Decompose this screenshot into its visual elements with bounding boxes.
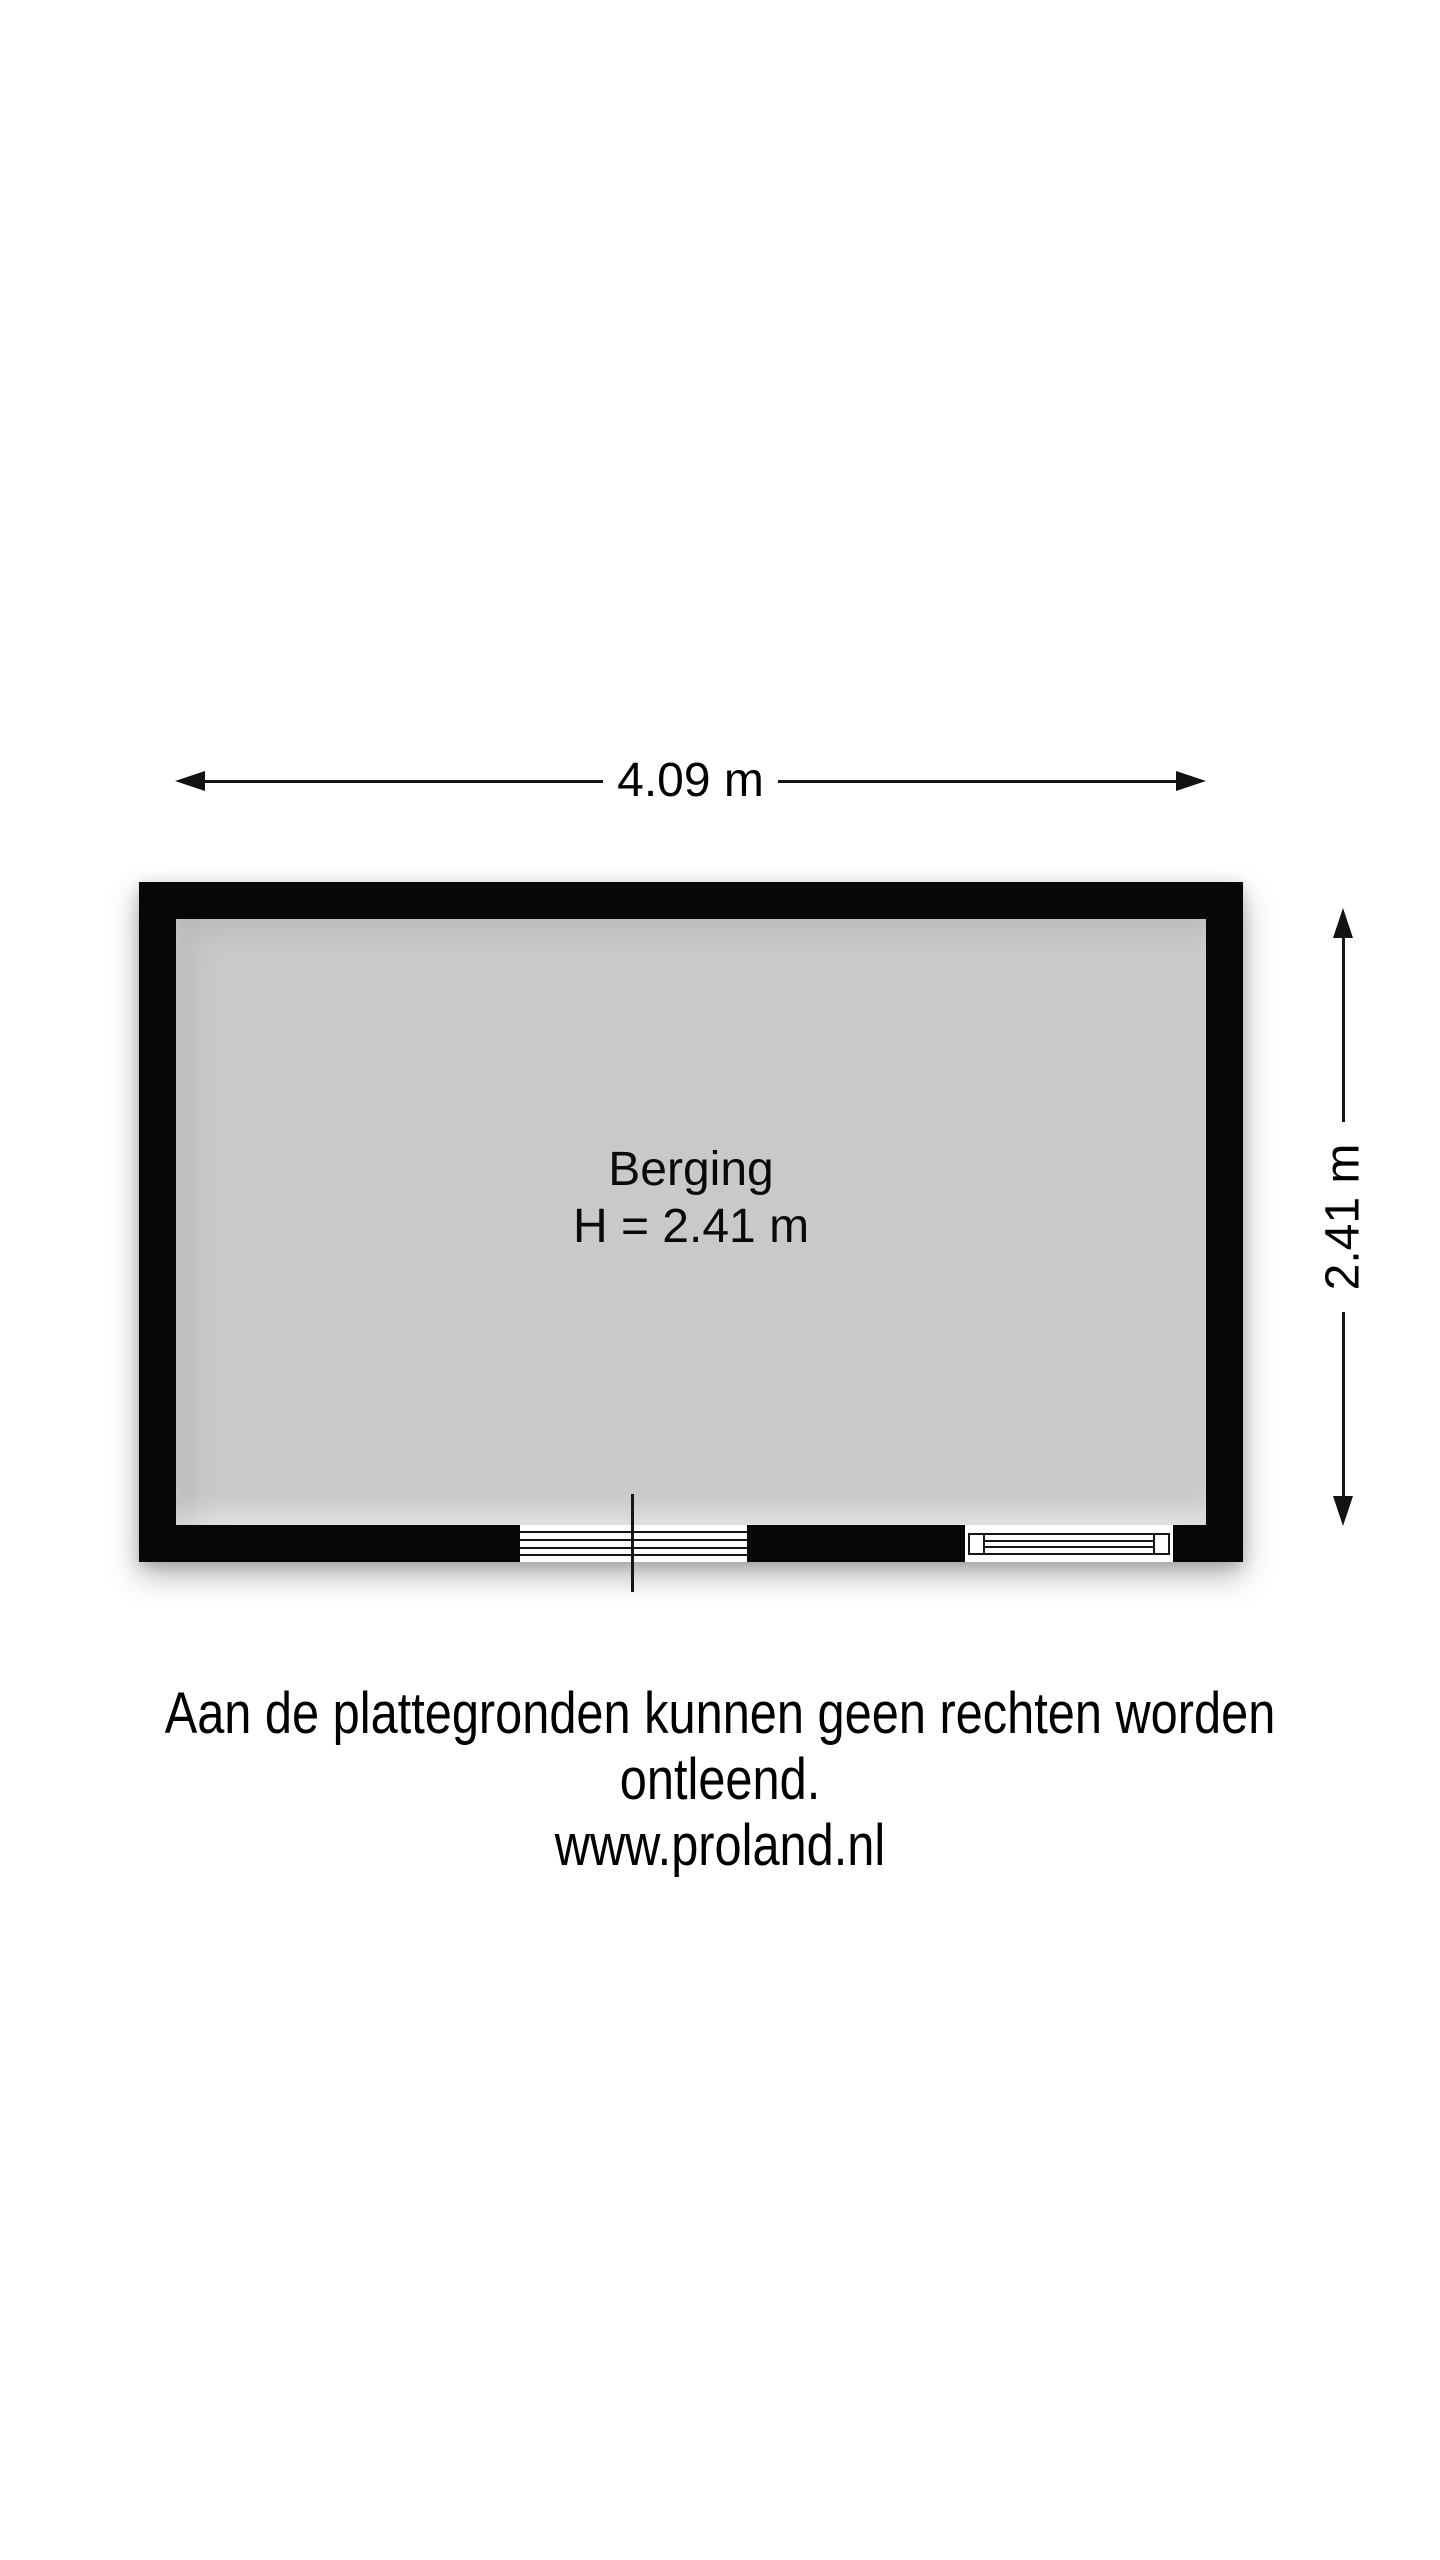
dimension-line: [1342, 1312, 1345, 1496]
website-text: www.proland.nl: [554, 1813, 886, 1878]
footer: [115, 1681, 1325, 1879]
disclaimer-text: Aan de plattegronden kunnen geen rechten worden ontleend.: [164, 1681, 1276, 1812]
window-glass-line: [985, 1540, 1153, 1542]
dimension-line: [778, 780, 1176, 783]
height-dimension: [1316, 908, 1370, 1526]
width-dimension: [175, 754, 1206, 807]
dimension-line: [1342, 938, 1345, 1122]
window-frame: [968, 1533, 1170, 1555]
window-center-mullion-line: [631, 1494, 634, 1592]
arrow-down-icon: [1333, 1496, 1353, 1526]
arrow-up-icon: [1333, 908, 1353, 938]
window-glass-line: [985, 1546, 1153, 1548]
floorplan-outline: [139, 882, 1243, 1562]
room-label: [176, 1141, 1206, 1255]
height-dimension-label: 2.41 m: [1316, 1143, 1370, 1291]
window-frame-post: [983, 1535, 985, 1553]
arrow-left-icon: [175, 771, 205, 791]
arrow-right-icon: [1176, 771, 1206, 791]
window-right: [965, 1525, 1173, 1562]
window-frame-post: [1153, 1535, 1155, 1553]
dimension-line: [205, 780, 603, 783]
width-dimension-label: 4.09 m: [617, 754, 764, 807]
room-ceiling-height: H = 2.41 m: [572, 1200, 810, 1253]
room-name: Berging: [608, 1143, 774, 1196]
height-dimension-label-wrap: [1316, 1122, 1370, 1312]
